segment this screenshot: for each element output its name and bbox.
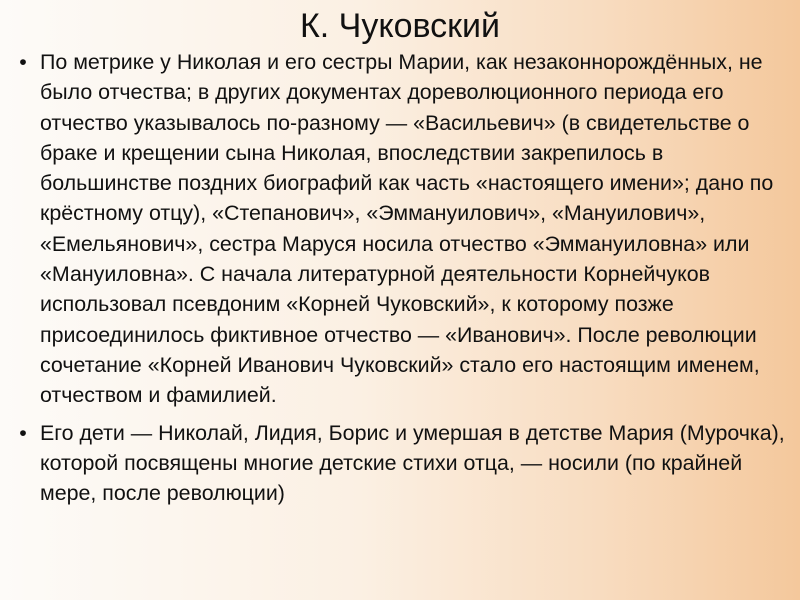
bullet-marker: • bbox=[19, 420, 27, 445]
bullet-marker: • bbox=[19, 50, 27, 74]
bullet-item bbox=[19, 418, 792, 509]
slide-title: К. Чуковский bbox=[299, 7, 501, 45]
slide-content bbox=[19, 47, 792, 515]
bullet-text: Его дети — Николай, Лидия, Борис и умершая в детстве Мария (Мурочка), которой посвящены многие детские стихи отца, — носили (по крайней мере, после революции) bbox=[40, 420, 785, 506]
bullet-item bbox=[19, 47, 792, 411]
bullet-text: По метрике у Николая и его сестры Марии, как незаконнорождённых, не было отчества; в других документах дореволюционного периода его отчество указывалось по-разному — «Васильевич» (в свидетельстве о браке и крещении сына Николая, впоследствии закрепилось в большинстве поздних биографий как часть «настоящего имени»; дано по крёстному отцу), «Степанович», «Эммануилович», «Мануилович», «Емельянович», сестра Маруся носила отчество «Эммануиловна» или «Мануиловна». С начала литературной деятельности Корнейчуков использовал псевдоним «Корней Чуковский», к которому позже присоединилось фиктивное отчество — «Иванович». После революции сочетание «Корней Иванович Чуковский» стало его настоящим именем, отчеством и фамилией. bbox=[40, 50, 774, 408]
